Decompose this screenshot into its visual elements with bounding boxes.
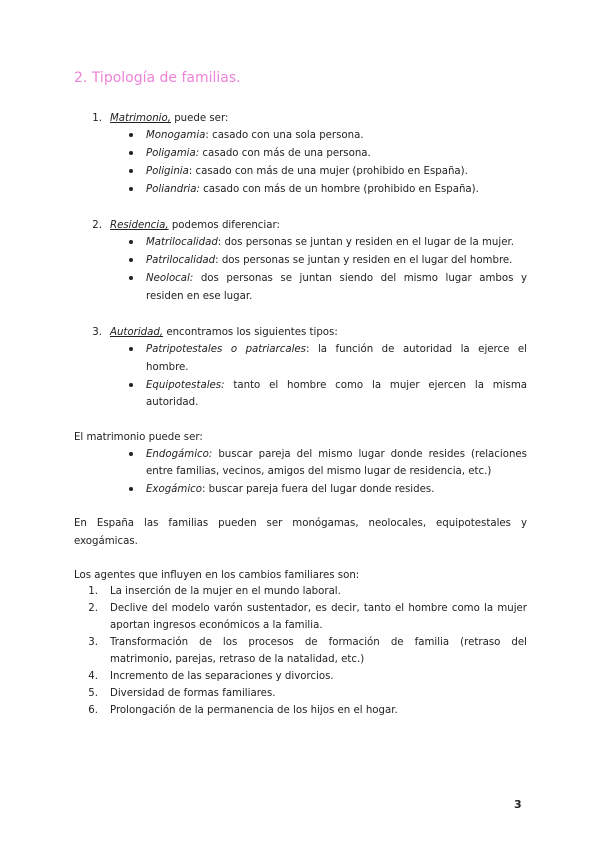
item-term: Patripotestales o patriarcales bbox=[146, 344, 306, 355]
list-number: 1. bbox=[88, 586, 98, 597]
item-continuation: aportan ingresos económicos a la familia. bbox=[110, 620, 323, 631]
bullet-icon bbox=[129, 452, 133, 456]
bullet-icon bbox=[129, 151, 133, 155]
section-term: Residencia, bbox=[110, 220, 169, 231]
list-number: 2. bbox=[88, 603, 98, 614]
section-title bbox=[110, 112, 228, 125]
item-continuation: residen en ese lugar. bbox=[146, 291, 253, 302]
item-text: buscar pareja del mismo lugar donde resides (relaciones bbox=[212, 449, 527, 460]
item-term: Poliginia bbox=[146, 166, 189, 177]
paragraph: El matrimonio puede ser: bbox=[74, 432, 203, 443]
item-term: Equipotestales: bbox=[146, 380, 225, 391]
list-item bbox=[146, 483, 434, 496]
page-number: 3 bbox=[514, 798, 522, 811]
item-text: casado con más de una persona. bbox=[199, 148, 371, 159]
list-item bbox=[146, 147, 371, 160]
bullet-icon bbox=[129, 187, 133, 191]
list-number: 5. bbox=[88, 688, 98, 699]
list-item: Transformación de los procesos de formación de familia (retraso del bbox=[110, 637, 527, 648]
bullet-icon bbox=[129, 258, 133, 262]
item-term: Exogámico bbox=[146, 484, 202, 495]
bullet-icon bbox=[129, 169, 133, 173]
section-term: Autoridad, bbox=[110, 327, 164, 338]
item-text: dos personas se juntan siendo del mismo lugar ambos y bbox=[193, 273, 527, 284]
item-text: tanto el hombre como la mujer ejercen la misma bbox=[224, 380, 527, 391]
item-term: Monogamia bbox=[146, 130, 206, 141]
item-term: Poligamia: bbox=[146, 148, 200, 159]
list-item: Incremento de las separaciones y divorcios. bbox=[110, 671, 334, 682]
list-item bbox=[146, 343, 527, 356]
bullet-icon bbox=[129, 487, 133, 491]
paragraph: En España las familias pueden ser monógamas, neolocales, equipotestales y bbox=[74, 518, 527, 529]
item-continuation: hombre. bbox=[146, 362, 189, 373]
section-number: 3. bbox=[92, 327, 102, 338]
list-item bbox=[146, 165, 468, 178]
item-text: : la función de autoridad la ejerce el bbox=[306, 344, 527, 355]
list-number: 6. bbox=[88, 705, 98, 716]
bullet-icon bbox=[129, 240, 133, 244]
list-item bbox=[146, 129, 364, 142]
paragraph: Los agentes que influyen en los cambios familiares son: bbox=[74, 570, 360, 581]
item-text: : buscar pareja fuera del lugar donde resides. bbox=[202, 484, 435, 495]
list-item: Prolongación de la permanencia de los hijos en el hogar. bbox=[110, 705, 398, 716]
item-text: : dos personas se juntan y residen en el lugar del hombre. bbox=[215, 255, 513, 266]
item-continuation: autoridad. bbox=[146, 397, 199, 408]
item-term: Patrilocalidad bbox=[146, 255, 216, 266]
list-item bbox=[146, 379, 527, 392]
paragraph-continuation: exogámicas. bbox=[74, 536, 138, 547]
bullet-icon bbox=[129, 383, 133, 387]
list-item: Declive del modelo varón sustentador, es decir, tanto el hombre como la mujer bbox=[110, 603, 527, 614]
item-term: Poliandria: bbox=[146, 184, 200, 195]
list-item bbox=[146, 183, 479, 196]
section-intro: puede ser: bbox=[170, 113, 229, 124]
item-term: Matrilocalidad bbox=[146, 237, 218, 248]
bullet-icon bbox=[129, 133, 133, 137]
section-term: Matrimonio, bbox=[110, 113, 171, 124]
item-text: casado con más de un hombre (prohibido en España). bbox=[199, 184, 479, 195]
item-continuation: matrimonio, parejas, retraso de la natalidad, etc.) bbox=[110, 654, 365, 665]
list-item: Diversidad de formas familiares. bbox=[110, 688, 276, 699]
list-number: 3. bbox=[88, 637, 98, 648]
list-number: 4. bbox=[88, 671, 98, 682]
section-title bbox=[110, 219, 280, 232]
item-continuation: entre familias, vecinos, amigos del mismo lugar de residencia, etc.) bbox=[146, 466, 492, 477]
item-text: : casado con una sola persona. bbox=[205, 130, 364, 141]
section-title bbox=[110, 326, 338, 339]
section-intro: encontramos los siguientes tipos: bbox=[163, 327, 338, 338]
list-item: La inserción de la mujer en el mundo laboral. bbox=[110, 586, 341, 597]
list-item bbox=[146, 254, 512, 267]
list-item bbox=[146, 448, 527, 461]
list-item bbox=[146, 236, 514, 249]
section-number: 1. bbox=[92, 113, 102, 124]
item-term: Endogámico: bbox=[146, 449, 213, 460]
item-text: : casado con más de una mujer (prohibido en España). bbox=[188, 166, 468, 177]
section-number: 2. bbox=[92, 220, 102, 231]
bullet-icon bbox=[129, 276, 133, 280]
bullet-icon bbox=[129, 347, 133, 351]
item-text: : dos personas se juntan y residen en el lugar de la mujer. bbox=[217, 237, 514, 248]
item-term: Neolocal: bbox=[146, 273, 194, 284]
section-heading: 2. Tipología de familias. bbox=[74, 70, 241, 86]
section-intro: podemos diferenciar: bbox=[168, 220, 280, 231]
list-item bbox=[146, 272, 527, 285]
